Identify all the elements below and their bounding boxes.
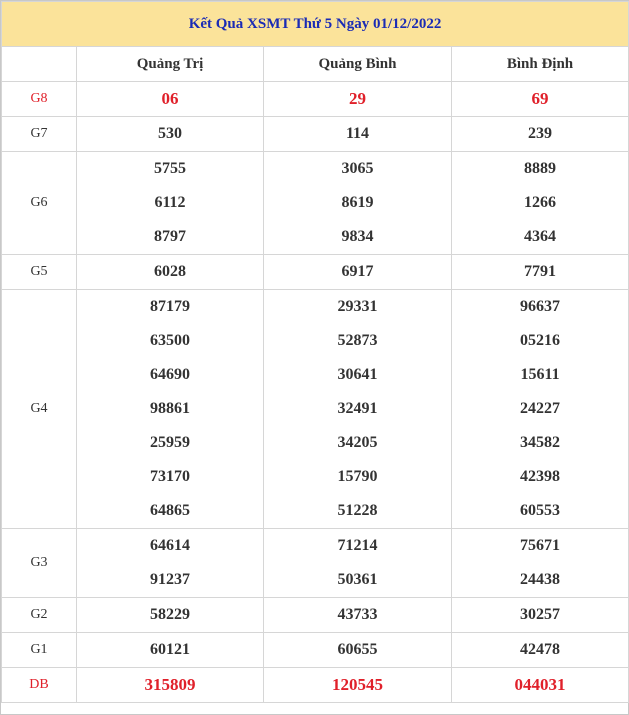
results-body — [2, 2, 629, 703]
result-number-quang-binh: 32491 — [264, 392, 452, 426]
result-number-binh-dinh: 15611 — [452, 358, 629, 392]
result-number-binh-dinh: 34582 — [452, 426, 629, 460]
header-row — [2, 47, 629, 82]
result-number-quang-binh: 120545 — [264, 668, 452, 703]
result-number-quang-tri: 6028 — [77, 255, 264, 290]
prize-row-g4 — [2, 290, 629, 325]
result-number-quang-binh: 3065 — [264, 152, 452, 187]
result-number-binh-dinh: 96637 — [452, 290, 629, 325]
result-number-binh-dinh: 42478 — [452, 633, 629, 668]
prize-row-g2 — [2, 598, 629, 633]
result-number-quang-binh: 30641 — [264, 358, 452, 392]
result-number-quang-binh: 6917 — [264, 255, 452, 290]
result-number-quang-binh: 9834 — [264, 220, 452, 255]
prize-row-g4 — [2, 324, 629, 358]
prize-row-g1 — [2, 633, 629, 668]
prize-label-g8: G8 — [2, 82, 77, 117]
result-number-quang-binh: 71214 — [264, 529, 452, 564]
prize-row-g3 — [2, 563, 629, 598]
prize-label-db: DB — [2, 668, 77, 703]
prize-label-g1: G1 — [2, 633, 77, 668]
result-number-binh-dinh: 24438 — [452, 563, 629, 598]
province-header-quang-binh: Quảng Bình — [264, 47, 452, 82]
result-number-binh-dinh: 30257 — [452, 598, 629, 633]
result-number-binh-dinh: 42398 — [452, 460, 629, 494]
prize-row-g7 — [2, 117, 629, 152]
result-number-quang-binh: 60655 — [264, 633, 452, 668]
result-number-quang-tri: 64690 — [77, 358, 264, 392]
page-title: Kết Quả XSMT Thứ 5 Ngày 01/12/2022 — [2, 2, 629, 47]
result-number-quang-tri: 06 — [77, 82, 264, 117]
result-number-quang-binh: 29 — [264, 82, 452, 117]
result-number-binh-dinh: 044031 — [452, 668, 629, 703]
prize-row-g4 — [2, 460, 629, 494]
prize-row-g4 — [2, 426, 629, 460]
result-number-quang-binh: 50361 — [264, 563, 452, 598]
prize-row-g4 — [2, 494, 629, 529]
prize-row-g4 — [2, 358, 629, 392]
result-number-quang-binh: 8619 — [264, 186, 452, 220]
prize-row-g6 — [2, 220, 629, 255]
lottery-results-table — [1, 1, 629, 703]
result-number-quang-tri: 25959 — [77, 426, 264, 460]
prize-row-g5 — [2, 255, 629, 290]
result-number-quang-tri: 64865 — [77, 494, 264, 529]
result-number-quang-tri: 8797 — [77, 220, 264, 255]
result-number-quang-binh: 114 — [264, 117, 452, 152]
province-header-binh-dinh: Bình Định — [452, 47, 629, 82]
result-number-quang-binh: 34205 — [264, 426, 452, 460]
result-number-quang-binh: 43733 — [264, 598, 452, 633]
result-number-binh-dinh: 239 — [452, 117, 629, 152]
province-header-quang-tri: Quảng Trị — [77, 47, 264, 82]
prize-label-g3: G3 — [2, 529, 77, 598]
result-number-quang-tri: 60121 — [77, 633, 264, 668]
result-number-binh-dinh: 7791 — [452, 255, 629, 290]
result-number-quang-tri: 58229 — [77, 598, 264, 633]
header-empty-cell — [2, 47, 77, 82]
result-number-quang-binh: 29331 — [264, 290, 452, 325]
result-number-binh-dinh: 24227 — [452, 392, 629, 426]
result-number-quang-tri: 315809 — [77, 668, 264, 703]
prize-label-g7: G7 — [2, 117, 77, 152]
result-number-quang-tri: 87179 — [77, 290, 264, 325]
result-number-quang-tri: 91237 — [77, 563, 264, 598]
result-number-quang-tri: 73170 — [77, 460, 264, 494]
result-number-quang-binh: 15790 — [264, 460, 452, 494]
prize-label-g6: G6 — [2, 152, 77, 255]
result-number-binh-dinh: 60553 — [452, 494, 629, 529]
result-number-quang-tri: 64614 — [77, 529, 264, 564]
prize-label-g5: G5 — [2, 255, 77, 290]
prize-row-g4 — [2, 392, 629, 426]
result-number-binh-dinh: 8889 — [452, 152, 629, 187]
prize-label-g4: G4 — [2, 290, 77, 529]
prize-row-g6 — [2, 152, 629, 187]
result-number-binh-dinh: 4364 — [452, 220, 629, 255]
prize-row-g6 — [2, 186, 629, 220]
result-number-quang-binh: 51228 — [264, 494, 452, 529]
result-number-quang-tri: 5755 — [77, 152, 264, 187]
prize-label-g2: G2 — [2, 598, 77, 633]
result-number-quang-tri: 63500 — [77, 324, 264, 358]
prize-row-db — [2, 668, 629, 703]
result-number-binh-dinh: 1266 — [452, 186, 629, 220]
result-number-binh-dinh: 69 — [452, 82, 629, 117]
result-number-binh-dinh: 05216 — [452, 324, 629, 358]
result-number-quang-tri: 6112 — [77, 186, 264, 220]
result-number-binh-dinh: 75671 — [452, 529, 629, 564]
prize-row-g8 — [2, 82, 629, 117]
prize-row-g3 — [2, 529, 629, 564]
title-row — [2, 2, 629, 47]
result-number-quang-binh: 52873 — [264, 324, 452, 358]
result-number-quang-tri: 98861 — [77, 392, 264, 426]
result-number-quang-tri: 530 — [77, 117, 264, 152]
